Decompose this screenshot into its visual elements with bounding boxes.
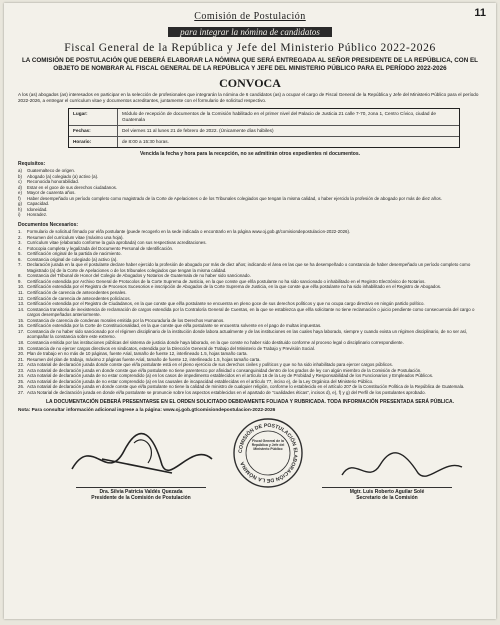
requisito-item-number: f) [18, 195, 21, 201]
commission-seal [232, 417, 304, 489]
left-signature-block [76, 487, 206, 501]
documento-item-text: Acta notarial de declaración jurada en donde conste que el/la postulante no tiene parentesco por afinidad o consanguinidad dentro de los grados de ley con algún miembro de la Comisión de Postulación. [27, 367, 422, 373]
fechas-label: Fechas: [69, 126, 118, 136]
horario-value: de 8:00 a 15:30 horas. [122, 138, 169, 144]
documento-item [18, 262, 482, 273]
documento-item-number: 2. [18, 234, 22, 240]
requisito-item-text: Honradez. [27, 212, 48, 218]
documento-item-text: Constancia del Tribunal de Honor del Colegio de Abogados y Notarios de Guatemala de no haber sido sancionado. [27, 273, 251, 279]
documento-item-text: Acta Notarial de declaración jurada en donde el/la postulante se pronuncie sobre los aspectos establecidos en el apartado de "cualidades éticas", incisos d), e), f) y g) del Perfil de los postulantes aprobado. [27, 389, 426, 395]
left-signatory-name: Dra. Silvia Patricia Valdés Quezada [99, 489, 183, 496]
documento-item-text: Certificación extendida por el Registro de Procesos Sucesorios e inscripción de Abogados de la Corte Suprema de Justicia, en la que conste que el/la postulante no ha sido inhabilitado en el Registro de Abogados. [27, 284, 442, 290]
documento-item-number: 3. [18, 240, 22, 246]
documento-item-text: Constancia transitoria de inexistencia de reclamación de cargos extendida por la Contraloría General de Cuentas, en la que se establezca que el/la solicitante no tiene reclamación o juicio pendiente como consecuencia del cargo o cargos desempeñados anteriormente. [27, 306, 475, 318]
requisito-item-text: Capacidad. [27, 201, 50, 207]
documento-item-number: 1. [18, 229, 22, 235]
documento-item [18, 390, 482, 396]
requisito-item-text: Haber desempeñado un período completo como magistrado de la Corte de Apelaciones o de los Tribunales colegiados que tengan la misma calidad, o haber ejercido la profesión de abogado por más de diez años. [27, 195, 442, 201]
header-band: para integrar la nómina de candidatos [168, 27, 332, 37]
documento-item-text: Acta notarial de declaración jurada en donde conste que el/la postulante no tiene la calidad de ministro de cualquier religión, conforme lo establecido en el artículo 207 de la Constitución Política de la República de Guatemala. [27, 384, 465, 390]
right-signature-scrawl [334, 445, 474, 490]
lugar-label: Lugar: [69, 109, 118, 125]
documento-item [18, 307, 482, 318]
documento-item-number: 23. [18, 367, 25, 373]
requisitos-title: Requisitos: [18, 161, 46, 168]
documento-item-text: Declaración jurada en la que el postulante declare haber ejercido la profesión de abogado por más de diez años; indicando el área en las que se ha desempeñado o constancia de haber desempeñado un período completo como Magistrado (a) de la Corte de Apelaciones o de los tribunales colegiados que tengan la misma calidad. [27, 262, 471, 273]
documento-item-text: Constancia emitida por las instituciones públicas del sistema de justicia donde haya laborado, en la que conste no haber sido destituido conforme al proceso legal o disciplinario correspondiente. [27, 339, 404, 345]
documento-item-text: Certificación extendida por Archivo General de Protocolos de la Corte Suprema de Justicia, en la que conste que el/la postulante no ha sido sancionado o inhabilitado en el Registro Electrónico de Notarios. [27, 278, 426, 284]
horario-label: Horario: [69, 137, 118, 147]
documento-item-number: 25. [18, 378, 25, 384]
convoca-heading: CONVOCA [219, 75, 281, 90]
documento-item-number: 5. [18, 251, 22, 257]
documento-item-number: 17. [18, 328, 25, 334]
documento-item-text: Certificación de carencia de antecedentes policíacos. [27, 295, 131, 301]
requisito-item-text: Abogado (a) colegiado (a) activo (a). [27, 173, 99, 179]
requisito-item-text: Idoneidad. [27, 206, 48, 212]
documento-item-number: 20. [18, 351, 25, 357]
documento-item-number: 18. [18, 339, 25, 345]
documentos-list [18, 229, 482, 395]
requisito-item-number: h) [18, 206, 22, 212]
documento-item-number: 26. [18, 384, 25, 390]
right-signatory-role: Secretario de la Comisión [356, 495, 418, 502]
documento-item-text: Acta notarial de declaración jurada de no estar comprendido (a) en las causales de incapacidad establecidas en el artículo 77, inciso e), de la Ley Orgánica del Ministerio Público. [27, 378, 374, 384]
documento-item-number: 21. [18, 356, 25, 362]
signature-area [4, 415, 496, 505]
description-text: A los (as) abogados (as) interesados en participar en la selección de profesionales que integrarán la nómina de 6 candidatos (as) a ocupar el cargo de Fiscal General de la República y Jefe del Ministerio Público para el período 2022-2026, a entregar el curriculum vitae y documentos acreditantes, juntamente con el formulario de solicitud respectivo. [18, 91, 479, 103]
documento-item-number: 12. [18, 295, 25, 301]
documento-item-number: 27. [18, 389, 25, 395]
footer-note: LA DOCUMENTACIÓN DEBERÁ PRESENTARSE EN EL ORDEN SOLICITADO DEBIDAMENTE FOLIADA Y RUBRICADA. TODA INFORMACIÓN PRESENTADA SERÁ PÚBLICA. [46, 399, 454, 406]
intro-text: LA COMISIÓN DE POSTULACIÓN QUE DEBERÁ ELABORAR LA NÓMINA QUE SERÁ ENTREGADA AL SEÑOR PRESIDENTE DE LA REPÚBLICA, CON EL OBJETO DE NOMBRAR AL FISCAL GENERAL DE LA REPÚBLICA Y JEFE DEL MINISTERIO PÚBLICO PARA EL PERÍODO 2022-2026 [21, 57, 479, 72]
requisito-item-number: a) [18, 168, 22, 174]
commission-name: Comisión de Postulación [194, 11, 306, 22]
deadline-notice: Vencida la fecha y hora para la recepción, no se admitirán otros expedientes ni documentos. [139, 151, 361, 158]
documento-item-text: Plan de trabajo en no más de 10 páginas, fuente Arial, tamaño de fuente 12, interlineado 1.5, hojas tamaño carta. [27, 351, 248, 357]
requisito-item-number: e) [18, 190, 22, 196]
requisito-item-number: b) [18, 173, 22, 179]
documento-item-text: Formulario de solicitud firmado por el/la postulante (puede recogerlo en la sede indicada o encontrarlo en la página www.oj.gob.gt/comisiondepostulacion-2022-2026). [27, 229, 351, 235]
documento-item-text: Certificación extendida por la Corte de Constitucionalidad, en la que conste que el/la postulante se encuentra solvente en el pago de multas impuestas. [27, 323, 322, 329]
page-number: 11 [474, 7, 486, 19]
left-signature-scrawl [62, 429, 232, 489]
documento-item-number: 24. [18, 373, 25, 379]
documento-item-number: 14. [18, 306, 25, 312]
documento-item-number: 22. [18, 362, 25, 368]
documento-item-number: 16. [18, 323, 25, 329]
info-row-lugar [69, 109, 459, 126]
requisito-item-text: Reconocida honorabilidad. [27, 179, 79, 185]
documento-item-text: Constancia original de colegiado (a) activo (a). [27, 256, 118, 262]
requisitos-list [18, 168, 482, 218]
documento-item-number: 19. [18, 345, 25, 351]
documento-item-number: 8. [18, 273, 22, 279]
requisito-item-text: Guatemalteco de origen. [27, 168, 76, 174]
documento-item-text: Constancia de no ejercer cargos directivos en sindicatos, extendida por la Dirección General de Trabajo del Ministerio de Trabajo y Previsión Social. [27, 345, 315, 351]
documento-item-number: 10. [18, 284, 25, 290]
requisito-item-number: i) [18, 212, 21, 218]
requisito-item-text: Mayor de cuarenta años. [27, 190, 76, 196]
info-row-fechas [69, 126, 459, 137]
right-signature-block [322, 487, 452, 501]
announcement-title: Fiscal General de la República y Jefe del Ministerio Público 2022-2026 [64, 42, 436, 54]
info-box [68, 108, 460, 148]
documento-item-number: 4. [18, 245, 22, 251]
documento-item-text: Certificación extendida por el Registro de Ciudadanos, en la que conste que el/la postulante se encuentra en pleno goce de sus derechos políticos y que no ocupa cargo directivo en ningún partido político. [27, 301, 425, 307]
seal-center-text: Fiscal General de la República y Jefe del Ministerio Público [251, 439, 285, 452]
info-row-horario [69, 137, 459, 147]
documento-item-text: Resumen del plan de trabajo, máximo 2 páginas fuente Arial, tamaño de fuente 12, interlineado 1.5, hojas tamaño carta. [27, 356, 261, 362]
documento-item-text: Certificación original de la partida de nacimiento. [27, 251, 122, 257]
seal-ring-text: COMISIÓN DE POSTULACIÓN ELABORACIÓN DE LA NÓMINA [237, 423, 299, 484]
documento-item-number: 15. [18, 317, 25, 323]
requisito-item-text: Estar en el goce de sus derechos ciudadanos. [27, 184, 118, 190]
documento-item-text: Fotocopia completa y legalizada del Documento Personal de Identificación. [27, 245, 174, 251]
fechas-value: Del viernes 11 al lunes 21 de febrero de 2022. (Únicamente días hábiles) [122, 127, 274, 133]
documentos-title: Documentos Necesarios: [18, 222, 79, 229]
lugar-value: Módulo de recepción de documentos de la Comisión habilitado en el primer nivel del Palacio de Justicia 21 calle 7-70, zona 1, Centro Cívico, ciudad de Guatemala [122, 110, 436, 122]
requisito-item-number: g) [18, 201, 22, 207]
documento-item-number: 11. [18, 290, 24, 296]
requisito-item-number: d) [18, 184, 22, 190]
documento-item-number: 7. [18, 262, 22, 268]
documento-item-text: Curriculum vitae (elaborado conforme la guía aprobada) con sus respectivas acreditaciones. [27, 240, 207, 246]
documento-item-text: Acta notarial de declaración jurada donde conste que el/la postulante está en el pleno ejercicio de sus derechos civiles y políticos y que no ha sido inhabilitado para ejercer cargos públicos. [27, 362, 393, 368]
documento-item-text: Resumen del curriculum vitae (máximo una hoja). [27, 234, 124, 240]
requisito-item-number: c) [18, 179, 22, 185]
documento-item-number: 13. [18, 301, 25, 307]
documento-item-text: Constancia de no haber sido sancionado por el régimen disciplinario de la institución donde labora actualmente y de las instituciones en las cuales haya laborado, siempre y cuando exista un régimen disciplinario, de no ser así, acompañar la constancia sobre este extremo. [27, 328, 468, 340]
newspaper-page [4, 3, 496, 619]
right-signatory-name: Mgtr. Luis Roberto Aguilar Solé [349, 489, 425, 496]
documento-item-number: 9. [18, 278, 22, 284]
left-signatory-role: Presidente de la Comisión de Postulación [91, 495, 191, 502]
documento-item-text: Acta notarial de declaración jurada de no estar comprendido (a) en los casos de impedimento establecidos en el artículo 16 de la Ley de Probidad y Responsabilidad de los Funcionarios y Empleados Públicos. [27, 373, 434, 379]
requisito-item [18, 212, 482, 218]
documento-item-text: Certificación de carencia de antecedentes penales. [27, 290, 127, 296]
announcement-header [4, 3, 496, 54]
consult-note: Nota: Para consultar información adicional ingrese a la página: www.oj.gob.gt/comisiondepostulacion-2022-2026 [18, 408, 276, 414]
documento-item-number: 6. [18, 256, 22, 262]
documento-item-text: Constancia de carencia de condenas morales emitida por la Procuraduría de los Derechos Humanos. [27, 317, 225, 323]
documento-item [18, 329, 482, 340]
